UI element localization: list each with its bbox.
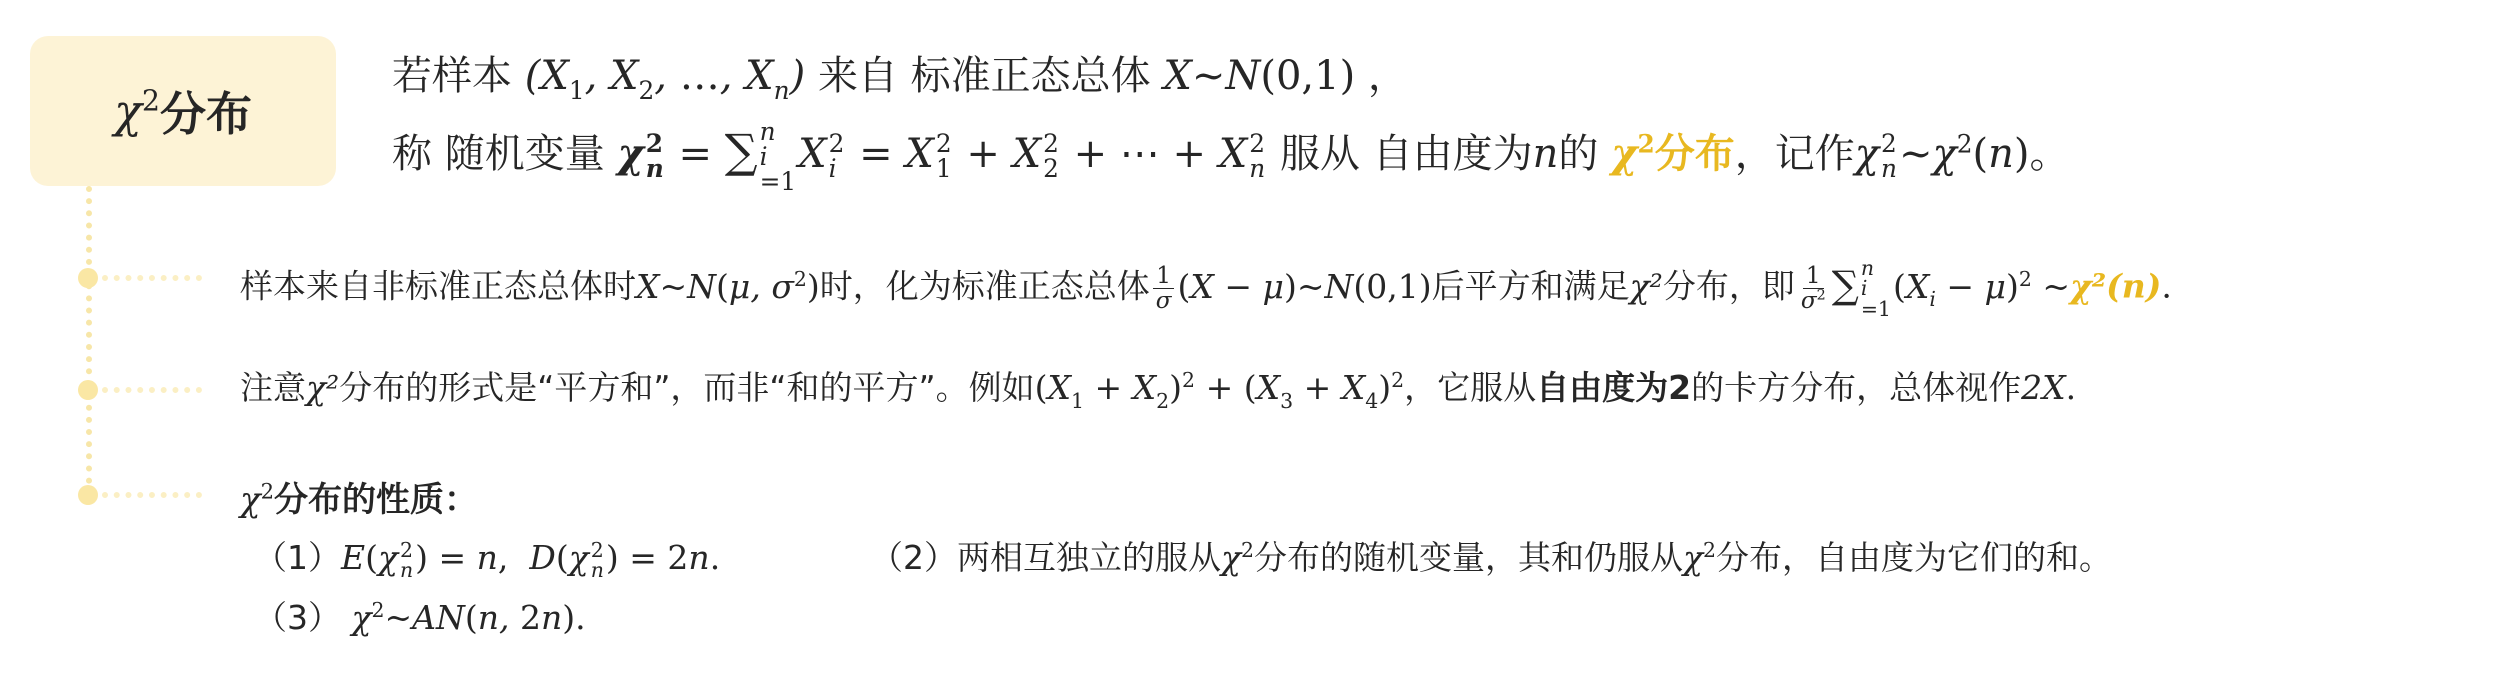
timeline-connector-3: [102, 492, 202, 498]
timeline-line: [86, 186, 92, 496]
definition-line-1: 若样本 ($X_1$, $X_2$, …, $X_n$) 来自 标准正态总体 X~N(0,1) ，: [392, 53, 1408, 106]
timeline-dot-2: [78, 380, 98, 400]
note-nonstandard-normal: 样本来自非标准正态总体时X~N(μ, $\sigma^2$)时，化为标准正态总体 $\frac{1}{\sigma}$ (X − μ)~N(0,1)后平方和满足χ²分布，即 $\frac{1}{\sigma^2}$ ∑ n i =1 $(X_i - \mu)^2$ ~χ²(n).: [240, 256, 2172, 321]
chi-square-highlight: $\chi^2$分布: [1611, 129, 1735, 178]
timeline-connector-1: [102, 275, 202, 281]
chi-notation: χ 2 n $\sim\chi^2(n)$: [1854, 129, 2030, 184]
chi-square-formula: χ 2 n = ∑ n i =1 X 2 i = X 2 1 + X 2 2 + ⋯ + X 2 n: [617, 117, 1266, 196]
property-1: （1）E(χ 2 n ) = n, D(χ 2 n ) = 2n.: [254, 537, 721, 582]
property-2: （2）两相互独立的服从$\chi^2$分布的随机变量，其和仍服从$\chi^2$分布，自由度为它们的和。: [870, 538, 2113, 577]
property-3: （3） $\chi^2\sim AN(n$, 2n).: [254, 598, 586, 637]
timeline-connector-2: [102, 387, 202, 393]
properties-title: $\chi^2$分布的性质：: [240, 478, 479, 520]
title-label: 分布: [160, 87, 253, 141]
sample-tuple: ($X_1$, $X_2$, …, $X_n$): [524, 53, 806, 106]
definition-line-2: 称 随机变量 χ 2 n = ∑ n i =1 X 2 i = X 2 1 + X 2 2 + ⋯ + X 2 n 服从 自由度为n的 $\chi^2$分布，记作χ 2 n $\sim\chi^2(n)$。: [392, 117, 2070, 196]
title-box: [30, 36, 336, 186]
note-sum-of-squares: 注意χ²分布的形式是“平方和”，而非“和的平方”。例如$(X_1 + X_2)^2 + (X_3 + X_4)^2$，它服从自由度为2的卡方分布，总体视作2X.: [240, 368, 2077, 413]
title-chi-symbol: $\chi^2$: [113, 84, 161, 138]
timeline-dot-3: [78, 485, 98, 505]
standard-normal: X~N(0,1): [1163, 53, 1356, 99]
timeline-dot-1: [78, 268, 98, 288]
